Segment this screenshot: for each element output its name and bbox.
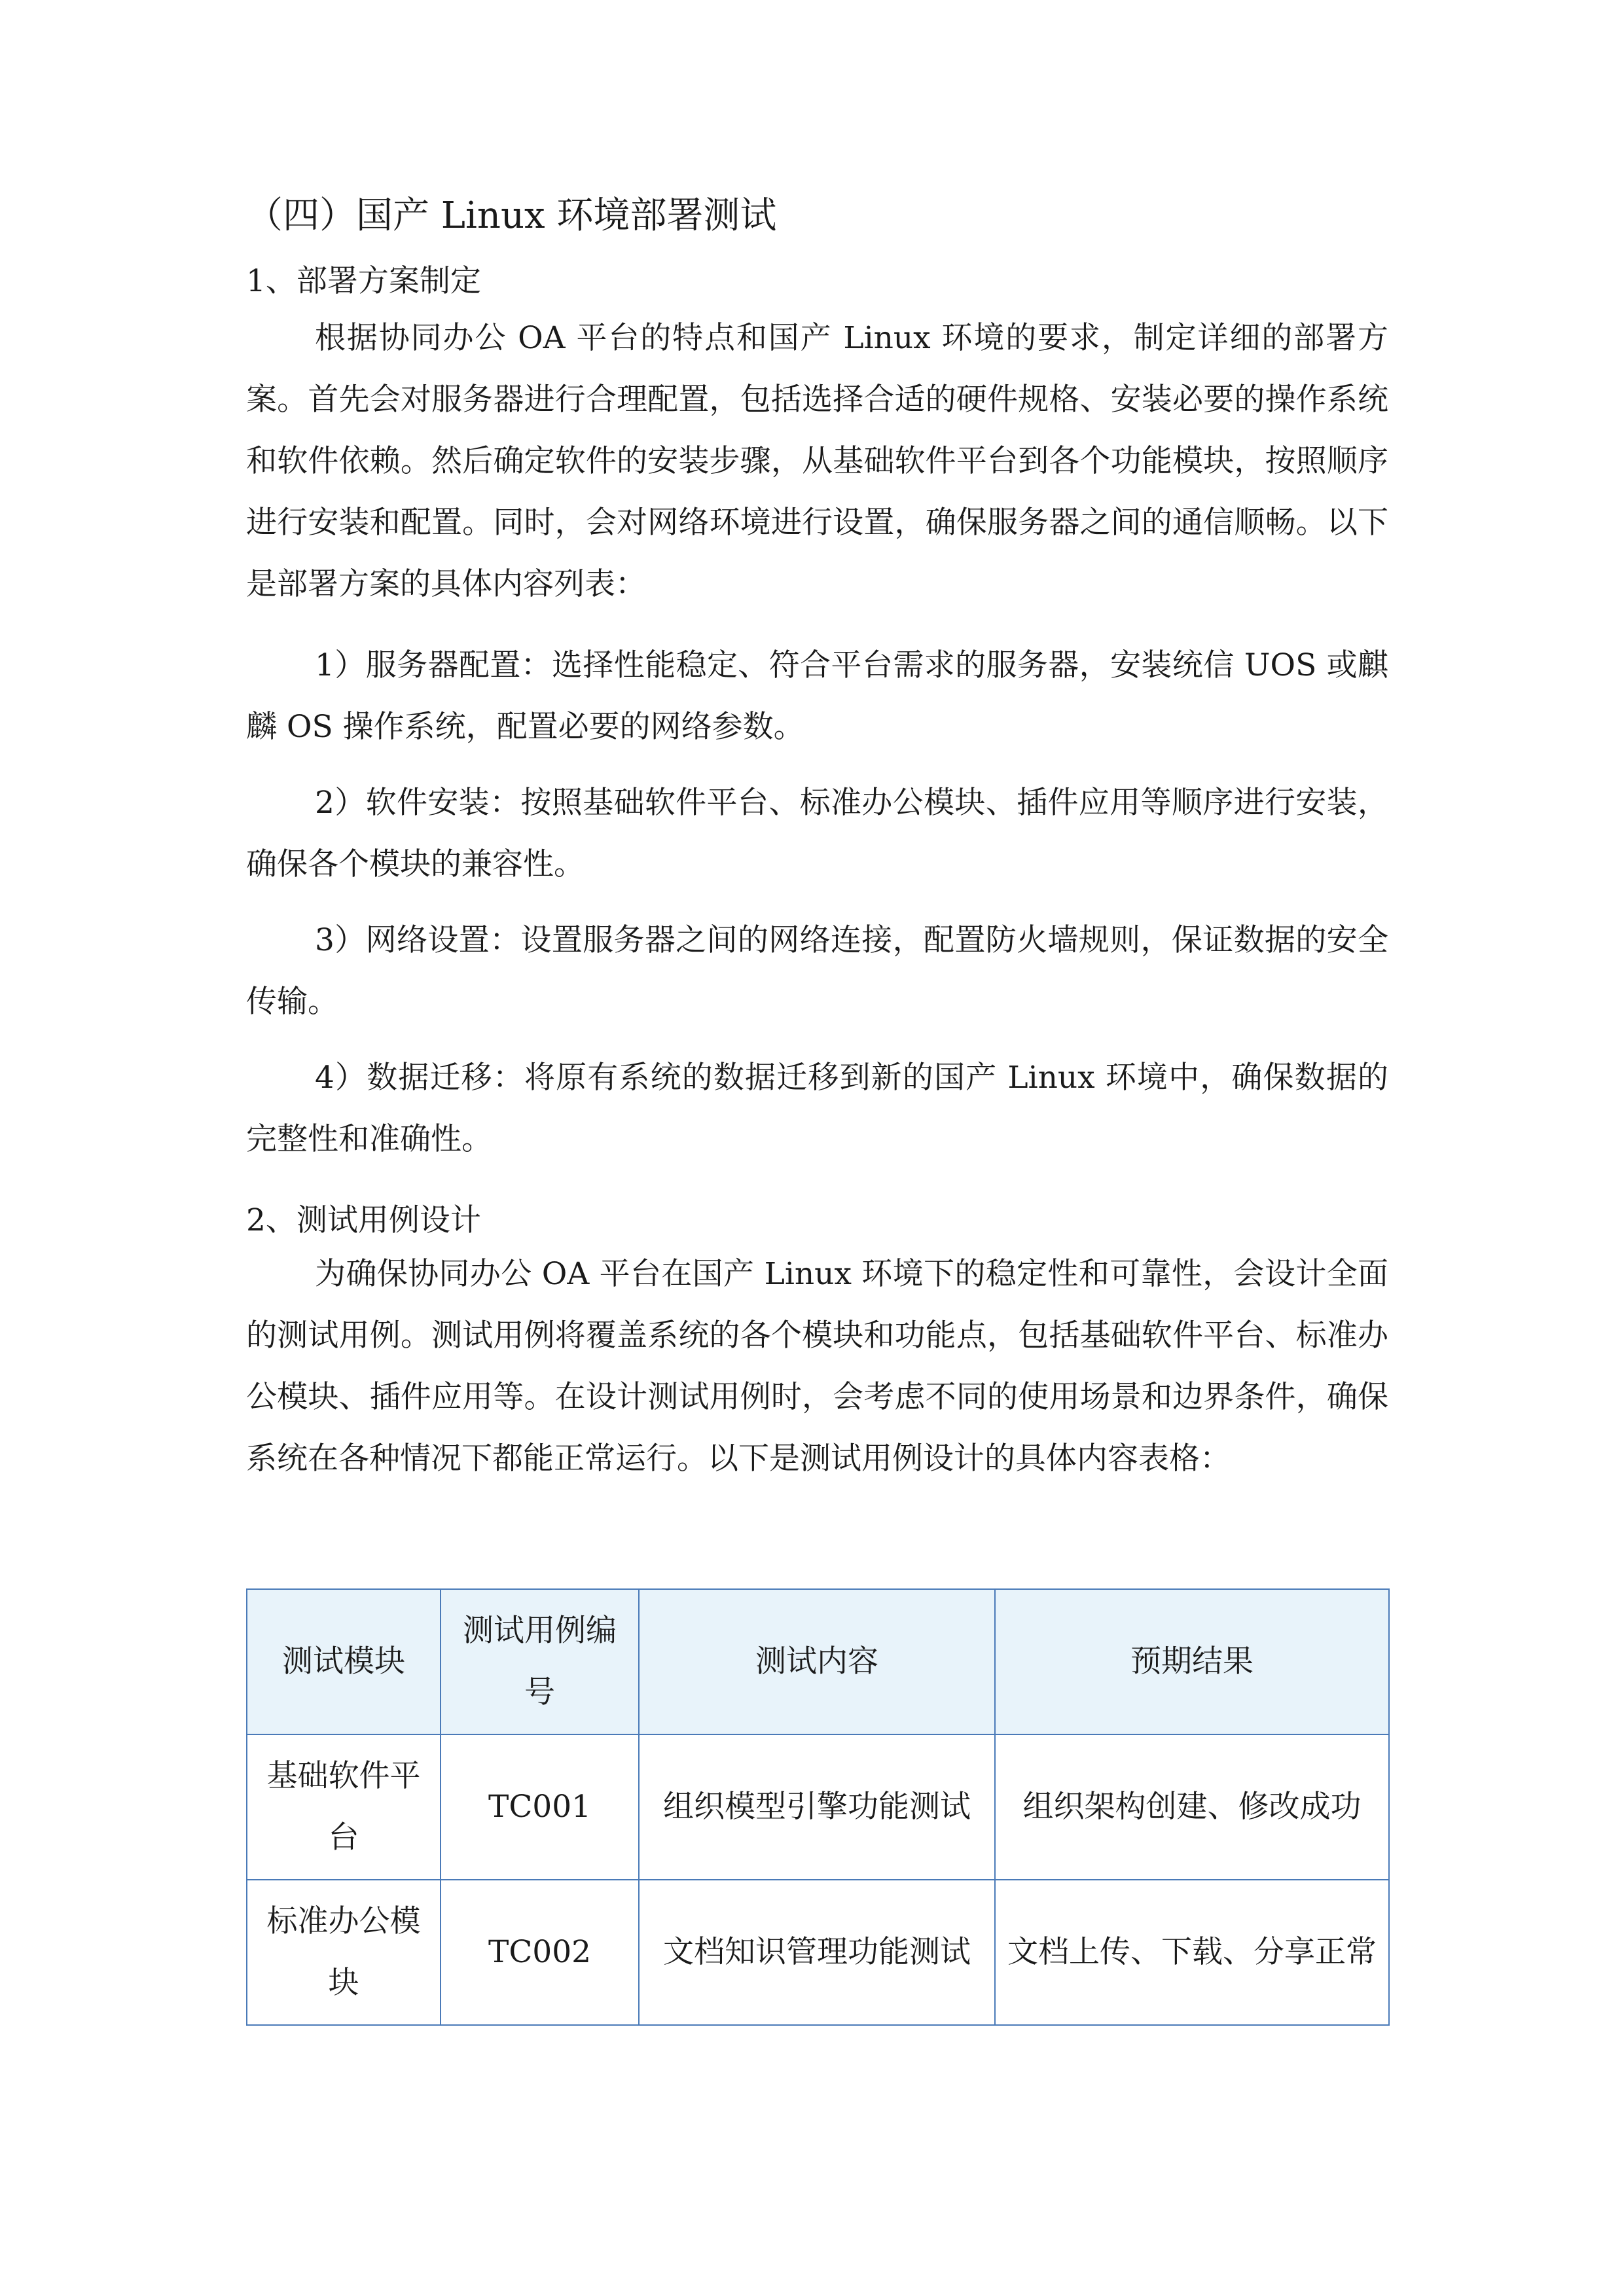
table-cell: 标准办公模块 <box>247 1880 441 2025</box>
header-cell: 测试用例编号 <box>441 1589 639 1734</box>
deployment-intro: 根据协同办公 OA 平台的特点和国产 Linux 环境的要求，制定详细的部署方案。首先会对服务器进行合理配置，包括选择合适的硬件规格、安装必要的操作系统和软件依赖。然后确定软件的安装步骤，从基础软件平台到各个功能模块，按照顺序进行安装和配置。同时，会对网络环境进行设置，确保服务器之间的通信顺畅。以下是部署方案的具体内容列表： <box>246 320 1388 602</box>
table-cell: 组织模型引擎功能测试 <box>639 1734 995 1880</box>
header-cell: 测试内容 <box>639 1589 995 1734</box>
deployment-item: 2）软件安装：按照基础软件平台、标准办公模块、插件应用等顺序进行安装，确保各个模块的兼容性。 <box>246 785 1388 882</box>
test-design-heading: 2、测试用例设计 <box>246 1202 481 1238</box>
table-cell: 文档上传、下载、分享正常 <box>995 1880 1389 2025</box>
deployment-item: 4）数据迁移：将原有系统的数据迁移到新的国产 Linux 环境中，确保数据的完整性和准确性。 <box>246 1060 1388 1157</box>
deployment-item: 3）网络设置：设置服务器之间的网络连接，配置防火墙规则，保证数据的安全传输。 <box>246 922 1388 1020</box>
table-cell: 组织架构创建、修改成功 <box>995 1734 1389 1880</box>
test-case-table <box>246 1588 1390 2026</box>
table-cell: TC002 <box>441 1880 639 2025</box>
deployment-item: 1）服务器配置：选择性能稳定、符合平台需求的服务器，安装统信 UOS 或麒麟 OS 操作系统，配置必要的网络参数。 <box>246 647 1388 745</box>
test-design-intro: 为确保协同办公 OA 平台在国产 Linux 环境下的稳定性和可靠性，会设计全面的测试用例。测试用例将覆盖系统的各个模块和功能点，包括基础软件平台、标准办公模块、插件应用等。在设计测试用例时，会考虑不同的使用场景和边界条件，确保系统在各种情况下都能正常运行。以下是测试用例设计的具体内容表格： <box>246 1256 1388 1477</box>
table-row <box>247 1880 1389 2025</box>
header-cell: 测试模块 <box>247 1589 441 1734</box>
table-cell: TC001 <box>441 1734 639 1880</box>
table-cell: 基础软件平台 <box>247 1734 441 1880</box>
deployment-heading: 1、部署方案制定 <box>246 263 481 299</box>
section-title: （四）国产 Linux 环境部署测试 <box>246 194 777 237</box>
header-cell: 预期结果 <box>995 1589 1389 1734</box>
table-row <box>247 1734 1389 1880</box>
table-cell: 文档知识管理功能测试 <box>639 1880 995 2025</box>
table-header-row <box>247 1589 1389 1734</box>
